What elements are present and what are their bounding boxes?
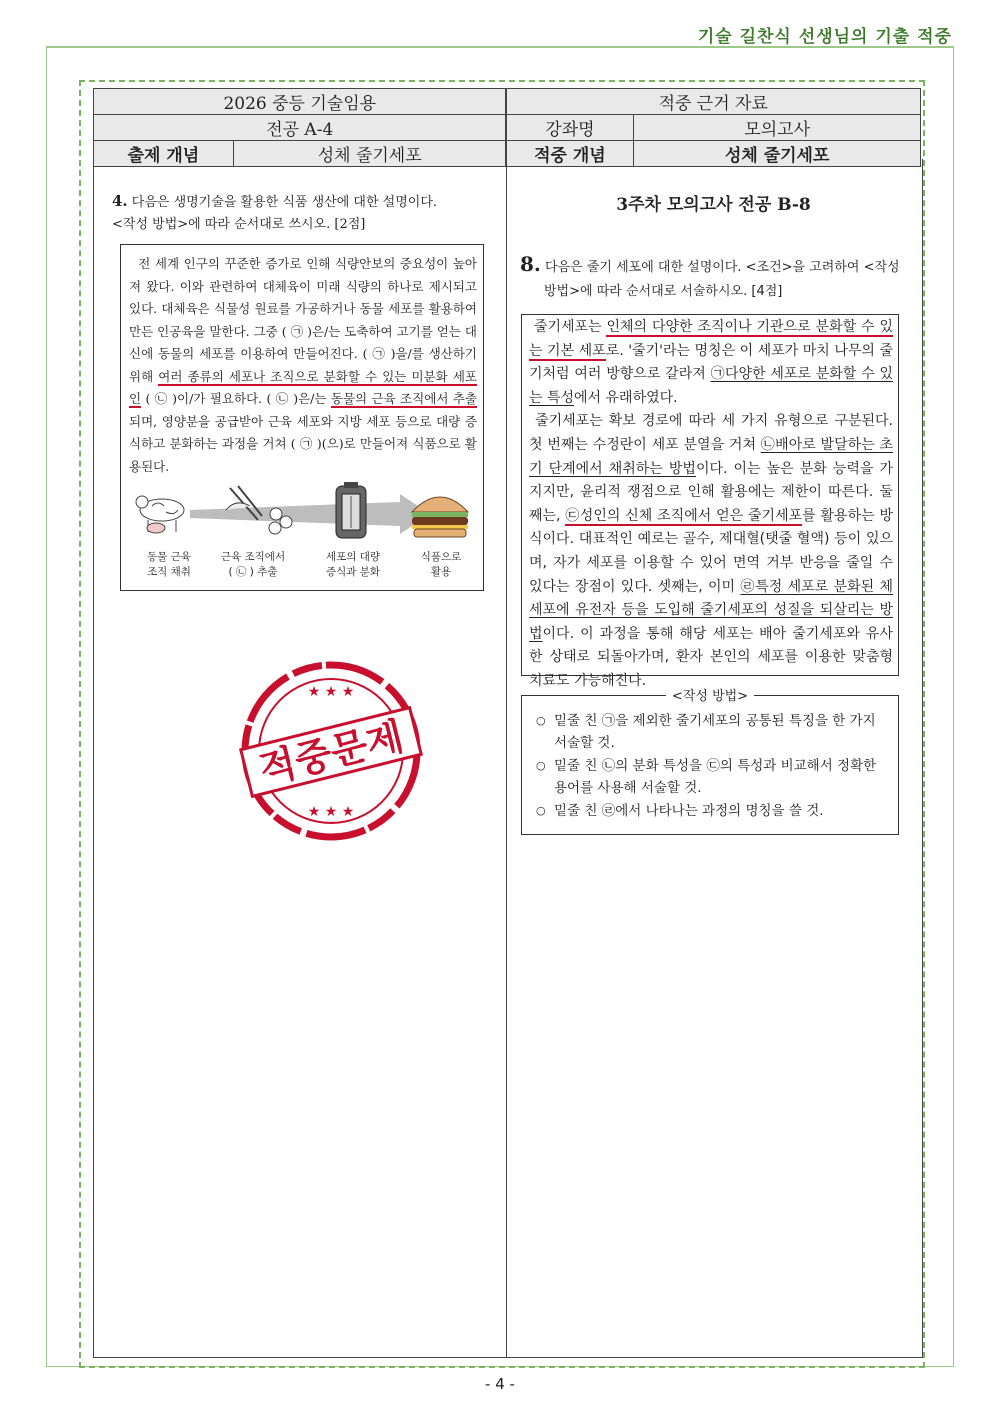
q8-underline-d: ㉣특정 세포로 분화된 체세포에 유전자 등을 도입해 줄기세포의 성질을 되살리는 방법 <box>529 578 893 642</box>
lecture-label: 강좌명 <box>506 115 634 141</box>
q4-prompt-line1: 다음은 생명기술을 활용한 식품 생산에 대한 설명이다. <box>127 195 438 210</box>
q4-prompt <box>112 190 492 236</box>
meta-table <box>93 88 921 167</box>
bioreactor-icon <box>336 482 366 538</box>
method-item-2: ○ 밑줄 친 ㉡의 분화 특성을 ㉢의 특성과 비교해서 정확한 용어를 사용해 서술할 것. <box>536 755 886 799</box>
q4-text-a: 전 세계 인구의 꾸준한 증가로 인해 식량안보의 중요성이 높아져 왔다. 이와 관련하여 대체육이 미래 식량의 하나로 제시되고 있다. 대체육은 식물성 원료를 가공하거나 동물 세포를 활용하여 만든 인공육을 말한다. 그중 ( ㉠ )은/는 도축하여 고기를 얻는 대신에 동물의 세포를 이용하여 만들어진다. ( ㉠ )을/를 생산하기 위해 <box>129 256 477 384</box>
burger-icon <box>412 497 468 537</box>
q8-t5: 에서 유래하였다. <box>574 389 678 406</box>
process-figure <box>130 480 475 586</box>
hit-value: 성체 줄기세포 <box>634 141 921 167</box>
q8-underline-red-c: ㉢성인의 신체 조직에서 얻은 줄기세포 <box>565 507 803 524</box>
figure-label-2: 근육 조직에서 ( ㉡ ) 추출 <box>220 551 286 578</box>
q8-number: 8. <box>520 252 541 276</box>
q8-t1: 줄기세포는 <box>533 319 607 335</box>
svg-text:★ ★ ★: ★ ★ ★ <box>307 684 355 700</box>
q8-t12: 이다. 이 과정을 통해 해당 세포는 배아 줄기세포와 유사한 상태로 되돌아가며, 환자 본인의 세포를 이용한 맞춤형 치료도 가능해진다. <box>529 625 893 689</box>
lecture-value: 모의고사 <box>634 115 921 141</box>
method-box <box>521 689 899 835</box>
q8-passage-box <box>521 314 899 689</box>
q4-text-c: ( ㉡ )이/가 필요하다. ( ㉡ )은/는 <box>141 391 331 406</box>
column-divider <box>506 88 507 1357</box>
hit-stamp <box>236 656 426 846</box>
header-title: 기술 길찬식 선생님의 기출 적중 <box>697 27 952 47</box>
q4-number: 4. <box>112 192 128 210</box>
q8-underline-a: ㉠다양한 세포로 분화할 수 있는 특성 <box>529 366 893 406</box>
exam-item: 전공 A-4 <box>94 115 506 141</box>
svg-text:★ ★ ★: ★ ★ ★ <box>307 804 355 820</box>
q8-t6: 줄기세포는 확보 경로에 따라 세 가지 유형으로 구분된다. 첫 번째는 수정란이 세포 분열을 거쳐 <box>529 413 893 453</box>
q8-t8: 이다. 이는 높은 분화 능력을 가지지만, 윤리적 쟁점으로 인해 활용에는 제한이 따른다. 둘째는, <box>529 460 893 524</box>
process-arrow <box>190 494 430 534</box>
concept-label: 출제 개념 <box>94 141 234 167</box>
q8-prompt-line2: 방법>에 따라 순서대로 서술하시오. [4점] <box>544 284 783 299</box>
method-item-3: ○ 밑줄 친 ㉣에서 나타나는 과정의 명칭을 쓸 것. <box>536 800 886 822</box>
hit-label: 적중 개념 <box>506 141 634 167</box>
method-title <box>522 685 898 704</box>
page-number: - 4 - <box>485 1375 515 1393</box>
q8-t10: 를 활용하는 방식이다. 대표적인 예로는 골수, 제대혈(탯줄 혈액) 등이 있으며, 자가 세포를 이용할 수 있어 면역 거부 반응을 줄일 수 있다는 장점이 있다. 셋째는, 이미 <box>529 507 894 595</box>
method-title-text: <작성 방법> <box>666 689 754 704</box>
q8-prompt-line1: 다음은 줄기 세포에 대한 설명이다. <조건>을 고려하여 <작성 <box>540 260 900 275</box>
cow-icon <box>136 496 184 533</box>
figure-label-3: 세포의 대량 증식과 분화 <box>325 551 381 578</box>
figure-label-4: 식품으로 활용 <box>420 551 462 578</box>
q8-underline-b: ㉡배아로 발달하는 초기 단계에서 채취하는 방법 <box>529 436 894 477</box>
evidence-title: 적중 근거 자료 <box>506 89 921 115</box>
svg-text:적중문제: 적중문제 <box>254 713 408 793</box>
process-illustration <box>130 480 475 540</box>
stamp-seal <box>236 656 426 846</box>
figure-label-1: 동물 근육 조직 채취 <box>147 551 191 578</box>
q8-underline-red-1: 인체의 다양한 조직이나 기관으로 분화할 수 있는 기본 세포 <box>529 319 893 359</box>
q4-text-e: 되며, 영양분을 공급받아 근육 세포와 지방 세포 등으로 대량 증식하고 분화하는 과정을 거쳐 ( ㉠ )(으)로 만들어져 식품으로 활용된다. <box>129 413 477 474</box>
mock-exam-title: 3주차 모의고사 전공 B-8 <box>616 195 811 215</box>
method-item-1: ○ 밑줄 친 ㉠을 제외한 줄기세포의 공통된 특징을 한 가지 서술할 것. <box>536 710 886 754</box>
q4-passage <box>129 253 477 478</box>
exam-title: 2026 중등 기술임용 <box>94 89 506 115</box>
q4-underline-2: 동물의 근육 조직에서 추출 <box>330 391 477 406</box>
concept-value: 성체 줄기세포 <box>233 141 506 167</box>
q4-underline-1: 여러 종류의 세포나 조직으로 분화할 수 있는 미분화 세포인 <box>129 368 478 406</box>
q8-passage <box>529 316 893 694</box>
q8-prompt <box>520 252 905 304</box>
q8-t3: 로. '줄기'라는 명칭은 이 세포가 마치 나무의 줄기처럼 여러 방향으로 갈라져 <box>529 342 893 383</box>
method-list <box>536 710 886 823</box>
q4-prompt-line2: <작성 방법>에 따라 순서대로 쓰시오. [2점] <box>112 217 366 232</box>
